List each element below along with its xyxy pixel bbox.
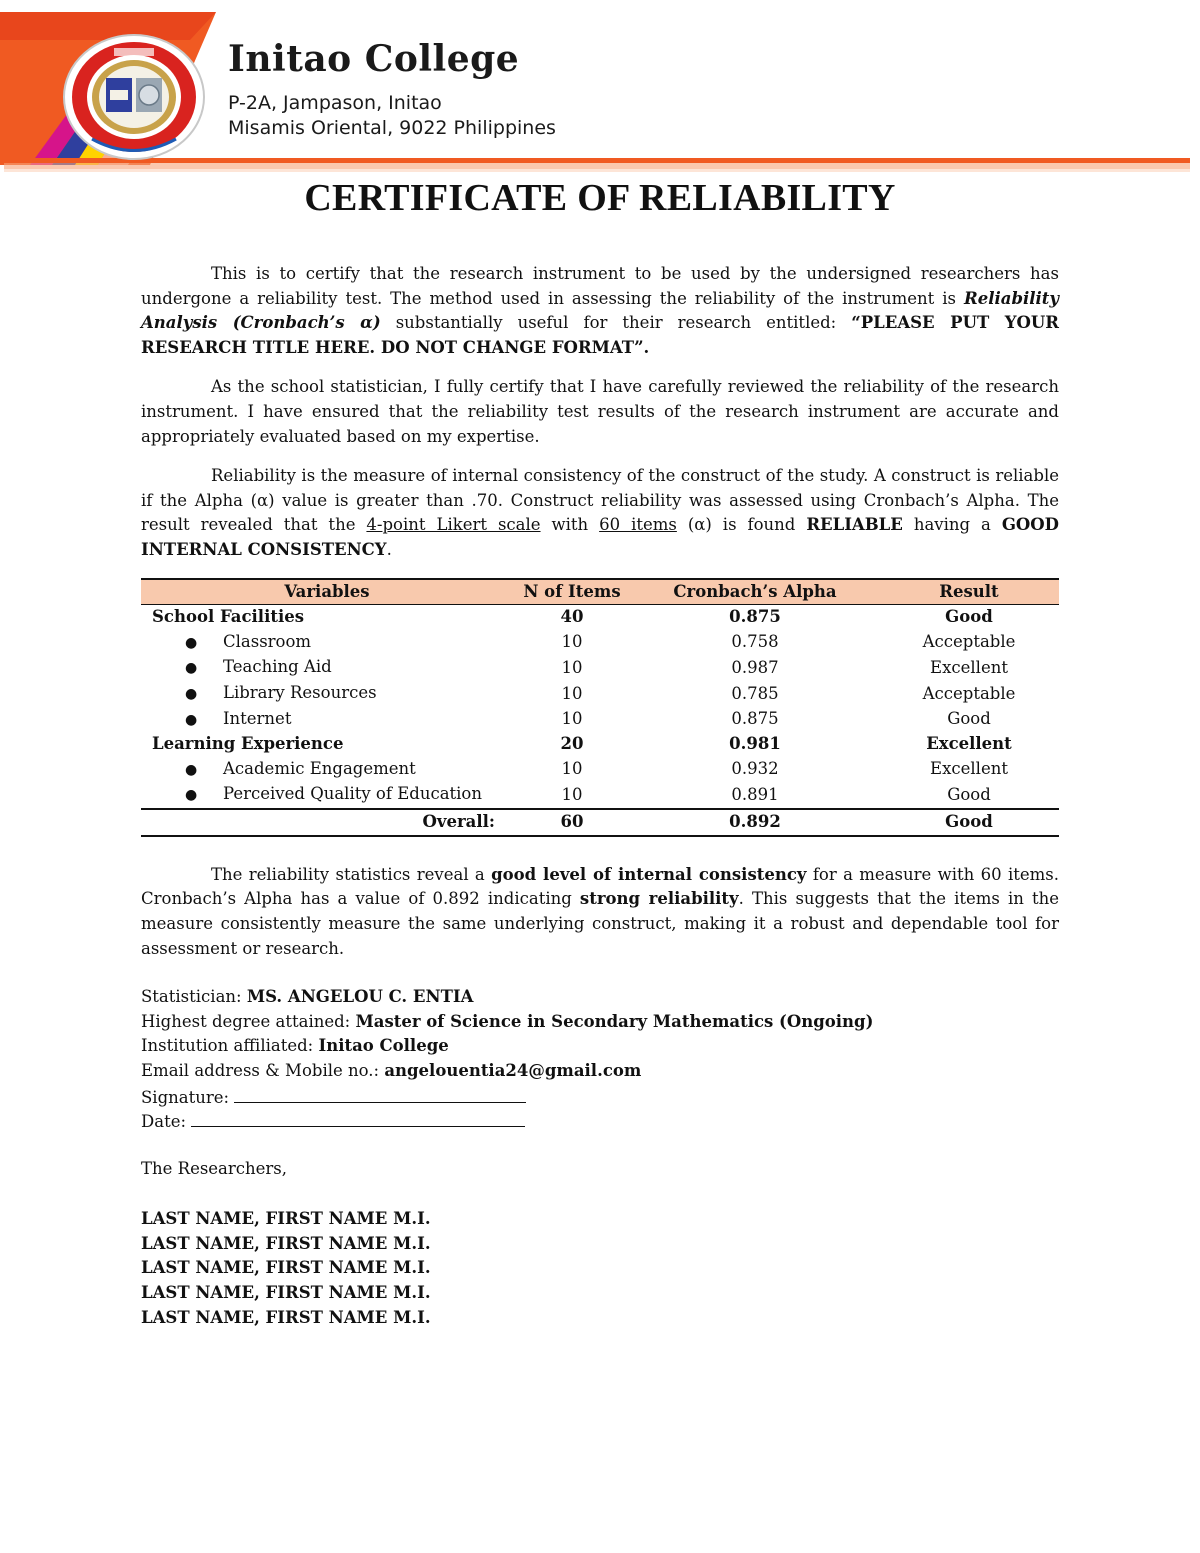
row-alpha: 0.758 [731,632,779,652]
overall-result: Good [879,809,1059,836]
table-overall-row [141,809,1059,836]
table-row [141,630,1059,656]
bullet-icon: ● [185,660,198,677]
method-name: Reliability Analysis (Cronbach’s α) [141,288,1059,333]
row-alpha: 0.981 [729,734,781,754]
row-label: School Facilities [152,607,305,627]
row-result: Good [947,784,991,804]
statistician-name-line [141,985,1059,1010]
strong-reliability-bold: strong reliability [579,889,739,909]
institution-label: Institution affiliated: [141,1036,319,1056]
row-n: 20 [560,734,584,754]
row-result: Acceptable [922,683,1016,703]
page-title: CERTIFICATE OF RELIABILITY [304,177,896,219]
overall-alpha: 0.892 [631,809,879,836]
signature-line [141,1084,1059,1109]
reliable-verdict: RELIABLE [806,515,903,535]
paragraph-reliability [141,464,1059,562]
row-n: 10 [561,632,583,652]
row-result: Good [945,607,993,627]
researcher-name: LAST NAME, FIRST NAME M.I. [141,1233,431,1253]
researcher-names [141,1207,1059,1330]
row-label: Teaching Aid [223,657,332,677]
researcher-name: LAST NAME, FIRST NAME M.I. [141,1307,431,1327]
research-title: “PLEASE PUT YOUR RESEARCH TITLE HERE. DO NOT CHANGE FORMAT”. [141,313,1060,357]
row-alpha: 0.785 [731,683,779,703]
row-n: 10 [561,683,583,703]
institution-value: Initao College [318,1036,449,1056]
header-variables: Variables [141,579,513,605]
bullet-icon: ● [185,787,198,804]
row-alpha: 0.875 [729,607,781,627]
address-line-2: Misamis Oriental, 9022 Philippines [228,117,556,139]
consistency-verdict: GOOD INTERNAL CONSISTENCY [141,515,1059,559]
row-result: Excellent [926,734,1012,754]
p3-text-2: with [540,515,600,535]
p3-text-5: . [386,539,392,559]
row-label: Learning Experience [152,734,344,754]
certificate-body [141,262,1059,1330]
table-row [141,757,1059,783]
college-name: Initao College [228,38,520,80]
row-result: Excellent [930,657,1008,677]
date-field[interactable] [191,1108,525,1127]
row-alpha: 0.987 [731,657,779,677]
likert-scale: 4-point Likert scale [366,515,541,535]
paragraph-statistician: As the school statistician, I fully certify that I have carefully reviewed the reliability of the research instrument. I have ensured that the reliability test results of the research instrument are accurate and appropriately evaluated based on my expertise. [141,377,1059,446]
row-alpha: 0.891 [731,784,779,804]
statistician-info [141,985,1059,1133]
row-label: Library Resources [223,683,377,702]
bullet-icon: ● [185,711,198,728]
email-label: Email address & Mobile no.: [141,1060,385,1080]
email-value: angelouentia24@gmail.com [384,1060,642,1080]
researcher-name: LAST NAME, FIRST NAME M.I. [141,1209,431,1229]
table-row [141,655,1059,681]
college-seal-icon [62,34,206,164]
row-n: 10 [561,657,583,677]
letterhead [0,0,1200,180]
overall-label: Overall: [141,809,513,836]
table-row [141,681,1059,707]
row-result: Acceptable [922,632,1016,652]
row-label: Internet [223,708,292,728]
row-n: 10 [561,709,583,729]
address-line-1: P-2A, Jampason, Initao [228,92,442,114]
header-alpha: Cronbach’s Alpha [631,579,879,605]
row-result: Excellent [930,759,1008,779]
row-label: Academic Engagement [223,758,416,778]
email-line [141,1059,1059,1084]
bullet-icon: ● [185,634,198,651]
statistician-label: Statistician: [141,987,247,1007]
row-alpha: 0.932 [731,759,779,779]
p3-text-3: (α) is found [676,515,807,535]
p1-text-1: This is to certify that the research instrument to be used by the undersigned researchers has undergone a reliability test. The method used in assessing the reliability of the instrument is [141,264,1059,308]
p4-text-1: The reliability statistics reveal a [211,864,492,884]
p3-text-1: Reliability is the measure of internal consistency of the construct of the study. A construct is reliable if the Alpha (α) value is greater than .70. Construct reliability was assessed using Cronbach’s Alpha. The result revealed that the [141,466,1059,535]
signature-label: Signature: [141,1087,235,1107]
reliability-table [141,578,1059,837]
date-label: Date: [141,1112,192,1132]
internal-consistency-bold: good level of internal consistency [491,864,807,884]
researcher-name: LAST NAME, FIRST NAME M.I. [141,1283,431,1303]
row-result: Good [947,709,991,729]
paragraph-certify [141,262,1059,360]
row-label: Classroom [223,631,312,651]
p3-text-4: having a [902,515,1002,535]
row-n: 10 [561,784,583,804]
p1-text-2: substantially useful for their research entitled: [380,313,852,333]
header-n-items: N of Items [513,579,631,605]
p4-text-3: . This suggests that the items in the measure consistently measure the same underlying construct, making it a robust and dependable tool for assessment or research. [141,889,1059,958]
table-row [141,732,1059,757]
overall-n: 60 [513,809,631,836]
row-n: 10 [561,759,583,779]
bullet-icon: ● [185,686,198,702]
signature-field[interactable] [234,1084,526,1103]
statistician-name: MS. ANGELOU C. ENTIA [246,987,474,1007]
researchers-label: The Researchers, [141,1158,288,1178]
row-n: 40 [560,607,584,627]
header-result: Result [879,579,1059,605]
p4-text-2: for a measure with 60 items. Cronbach’s Alpha has a value of 0.892 indicating [141,864,1059,909]
degree-value: Master of Science in Secondary Mathematics (Ongoing) [355,1011,874,1031]
table-row [141,605,1059,630]
table-header-row [141,579,1059,605]
table-row [141,707,1059,733]
degree-line [141,1010,1059,1035]
row-alpha: 0.875 [731,709,779,729]
paragraph-summary [141,863,1059,961]
row-label: Perceived Quality of Education [223,784,482,804]
bullet-icon: ● [185,761,198,778]
date-line [141,1108,1059,1133]
table-row [141,782,1059,809]
institution-line [141,1034,1059,1059]
item-count: 60 items [599,515,677,535]
degree-label: Highest degree attained: [141,1011,356,1031]
researcher-name: LAST NAME, FIRST NAME M.I. [141,1258,431,1278]
